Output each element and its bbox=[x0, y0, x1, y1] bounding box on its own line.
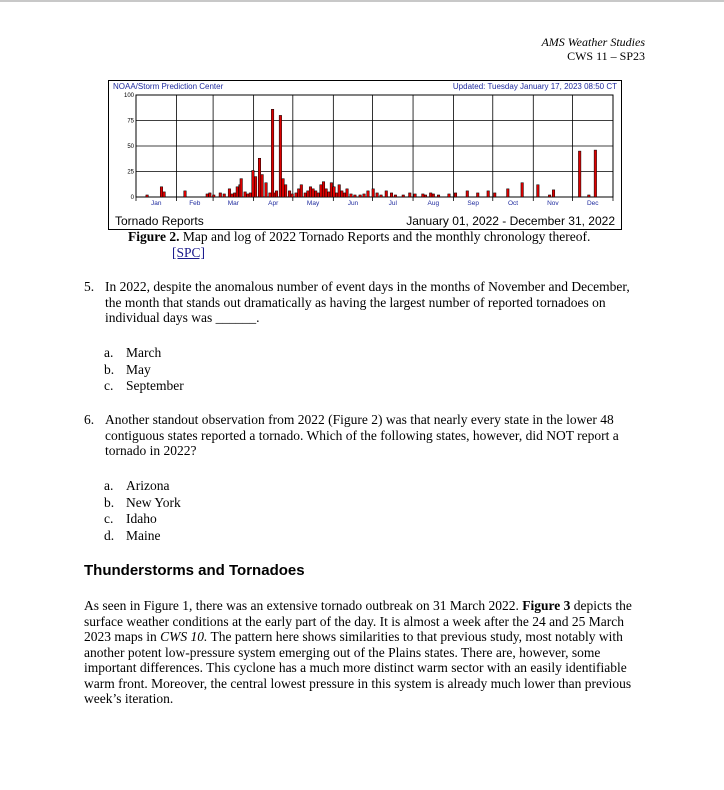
figure-caption-text: Map and log of 2022 Tornado Reports and the monthly chronology thereof. bbox=[182, 229, 591, 244]
data-bar bbox=[432, 194, 434, 197]
data-bar bbox=[206, 194, 208, 197]
data-bar bbox=[317, 193, 319, 197]
x-tick-label: Jan bbox=[151, 200, 162, 207]
option-a bbox=[104, 345, 184, 362]
data-bar bbox=[448, 194, 450, 197]
data-bar bbox=[265, 183, 267, 197]
data-bar bbox=[454, 193, 456, 197]
chart-date-range: January 01, 2022 - December 31, 2022 bbox=[406, 214, 615, 228]
data-bar bbox=[394, 195, 396, 197]
figure-source-link[interactable]: [SPC] bbox=[172, 245, 206, 260]
data-bar bbox=[160, 187, 162, 197]
data-bar bbox=[244, 192, 246, 197]
question-text: Another standout observation from 2022 (Figure 2) was that nearly every state in the lower 48 contiguous states reported a tornado. Which of the following states, however, did NOT report a tornado in 2022? bbox=[105, 412, 619, 458]
data-bar bbox=[537, 185, 539, 197]
data-bar bbox=[487, 191, 489, 197]
section-heading: Thunderstorms and Tornadoes bbox=[84, 562, 305, 579]
question-number: 5. bbox=[84, 279, 95, 294]
data-bar bbox=[309, 187, 311, 197]
cws-10-reference: CWS 10. bbox=[160, 629, 208, 644]
data-bar bbox=[466, 191, 468, 197]
data-bar bbox=[271, 109, 273, 197]
data-bar bbox=[184, 191, 186, 197]
chart-updated-label: Updated: Tuesday January 17, 2023 08:50 CT bbox=[452, 82, 617, 91]
data-bar bbox=[588, 195, 590, 197]
y-tick-label: 25 bbox=[127, 169, 134, 176]
data-bar bbox=[279, 115, 281, 197]
data-bar bbox=[275, 191, 277, 197]
figure-caption bbox=[128, 229, 628, 261]
data-bar bbox=[304, 193, 306, 197]
data-bar bbox=[209, 193, 211, 197]
figure-caption-label: Figure 2. bbox=[128, 229, 180, 244]
data-bar bbox=[338, 185, 340, 197]
data-bar bbox=[429, 193, 431, 197]
data-bar bbox=[367, 191, 369, 197]
option-letter: c. bbox=[104, 378, 114, 393]
data-bar bbox=[300, 185, 302, 197]
data-bar bbox=[297, 189, 299, 197]
data-bar bbox=[424, 195, 426, 197]
data-bar bbox=[322, 182, 324, 197]
question-5 bbox=[84, 279, 644, 326]
data-bar bbox=[258, 158, 260, 197]
data-bar bbox=[328, 192, 330, 197]
question-6-options bbox=[104, 478, 181, 544]
question-number: 6. bbox=[84, 412, 95, 427]
option-d bbox=[104, 528, 181, 545]
paragraph-text-3: The pattern here shows similarities to that previous study, most notably with another potent low-pressure system emerging out of the Plains states. There are, however, some important differences. This cyclone has a much more distinct warm sector with an easily identifiable warm front. Moreover, the central lowest pressure in this system is already much lower than previous week’s iteration. bbox=[84, 629, 632, 706]
question-5-options bbox=[104, 345, 184, 395]
x-tick-label: Aug bbox=[427, 200, 440, 207]
data-bar bbox=[359, 195, 361, 197]
data-bar bbox=[335, 193, 337, 197]
option-text: Arizona bbox=[126, 478, 170, 493]
x-tick-label: Mar bbox=[227, 200, 239, 207]
data-bar bbox=[213, 195, 215, 197]
data-bar bbox=[476, 193, 478, 197]
data-bar bbox=[291, 194, 293, 197]
data-bar bbox=[314, 191, 316, 197]
option-text: September bbox=[126, 378, 184, 393]
data-bar bbox=[409, 193, 411, 197]
data-bar bbox=[295, 193, 297, 197]
option-b bbox=[104, 495, 181, 512]
question-6 bbox=[84, 412, 644, 459]
question-text: In 2022, despite the anomalous number of event days in the months of November and December, the month that stands out dramatically as having the largest number of reported tornadoes on individual days was ______. bbox=[105, 279, 630, 325]
data-bar bbox=[312, 189, 314, 197]
figure-3-reference: Figure 3 bbox=[522, 598, 571, 613]
option-text: May bbox=[126, 361, 151, 377]
option-c bbox=[104, 511, 181, 528]
data-bar bbox=[282, 179, 284, 197]
data-bar bbox=[269, 193, 271, 197]
data-bar bbox=[320, 185, 322, 197]
data-bar bbox=[330, 183, 332, 197]
paragraph-text-2: depicts the surface weather conditions at the early part of the day. It is almost a week after the 24 and 25 March 2023 maps in bbox=[84, 598, 632, 644]
x-tick-label: Dec bbox=[586, 200, 599, 207]
data-bar bbox=[380, 195, 382, 197]
data-bar bbox=[437, 195, 439, 197]
data-bar bbox=[507, 189, 509, 197]
data-bar bbox=[240, 179, 242, 197]
option-letter: b. bbox=[104, 494, 115, 510]
data-bar bbox=[246, 194, 248, 197]
paragraph-text-1: As seen in Figure 1, there was an extensive tornado outbreak on 31 March 2022. bbox=[84, 598, 523, 613]
option-text: New York bbox=[126, 494, 181, 510]
x-tick-label: Nov bbox=[547, 200, 559, 207]
data-bar bbox=[146, 195, 148, 197]
option-letter: a. bbox=[104, 478, 114, 493]
data-bar bbox=[228, 189, 230, 197]
data-bar bbox=[385, 191, 387, 197]
data-bar bbox=[422, 194, 424, 197]
data-bar bbox=[594, 150, 596, 197]
data-bar bbox=[249, 193, 251, 197]
header-course-code: CWS 11 – SP23 bbox=[567, 49, 645, 63]
data-bar bbox=[341, 191, 343, 197]
data-bar bbox=[552, 190, 554, 197]
y-tick-label: 100 bbox=[123, 93, 134, 99]
x-tick-label: Oct bbox=[507, 200, 519, 207]
x-tick-label: Sep bbox=[467, 200, 479, 207]
data-bar bbox=[390, 193, 392, 197]
data-bar bbox=[333, 187, 335, 197]
data-bar bbox=[233, 193, 235, 197]
x-tick-label: Feb bbox=[189, 200, 201, 207]
x-tick-label: May bbox=[306, 200, 320, 207]
option-letter: d. bbox=[104, 527, 115, 543]
data-bar bbox=[493, 193, 495, 197]
option-a bbox=[104, 478, 181, 495]
data-bar bbox=[343, 193, 345, 197]
data-bar bbox=[372, 189, 374, 197]
data-bar bbox=[163, 192, 165, 197]
option-letter: c. bbox=[104, 511, 114, 526]
data-bar bbox=[414, 194, 416, 197]
data-bar bbox=[402, 195, 404, 197]
data-bar bbox=[288, 191, 290, 197]
data-bar bbox=[578, 151, 580, 197]
data-bar bbox=[376, 193, 378, 197]
y-tick-label: 50 bbox=[127, 144, 134, 150]
option-b bbox=[104, 362, 184, 379]
data-bar bbox=[350, 194, 352, 197]
x-tick-label: Jul bbox=[388, 200, 397, 207]
chart-source-label: NOAA/Storm Prediction Center bbox=[113, 82, 224, 91]
data-bar bbox=[346, 189, 348, 197]
data-bar bbox=[307, 191, 309, 197]
data-bar bbox=[261, 175, 263, 197]
chart-title: Tornado Reports bbox=[115, 214, 204, 228]
x-tick-label: Jun bbox=[347, 200, 359, 207]
data-bar bbox=[548, 195, 550, 197]
data-bar bbox=[219, 193, 221, 197]
data-bar bbox=[231, 194, 233, 197]
tornado-chart bbox=[108, 80, 622, 230]
option-text: Maine bbox=[126, 527, 161, 543]
data-bar bbox=[236, 187, 238, 197]
chart-plot bbox=[109, 81, 621, 229]
option-c bbox=[104, 378, 184, 395]
header-course-title: AMS Weather Studies bbox=[541, 35, 645, 49]
y-tick-label: 0 bbox=[130, 195, 134, 201]
data-bar bbox=[354, 195, 356, 197]
data-bar bbox=[521, 183, 523, 197]
option-text: Idaho bbox=[126, 511, 157, 526]
data-bar bbox=[252, 170, 254, 197]
data-bar bbox=[363, 194, 365, 197]
top-border bbox=[0, 0, 724, 2]
x-tick-label: Apr bbox=[268, 200, 279, 207]
y-tick-label: 75 bbox=[127, 118, 134, 125]
data-bar bbox=[284, 185, 286, 197]
option-letter: a. bbox=[104, 345, 114, 360]
option-letter: b. bbox=[104, 361, 115, 377]
option-text: March bbox=[126, 345, 162, 360]
data-bar bbox=[254, 177, 256, 197]
data-bar bbox=[223, 194, 225, 197]
data-bar bbox=[325, 189, 327, 197]
section-paragraph bbox=[84, 598, 644, 707]
